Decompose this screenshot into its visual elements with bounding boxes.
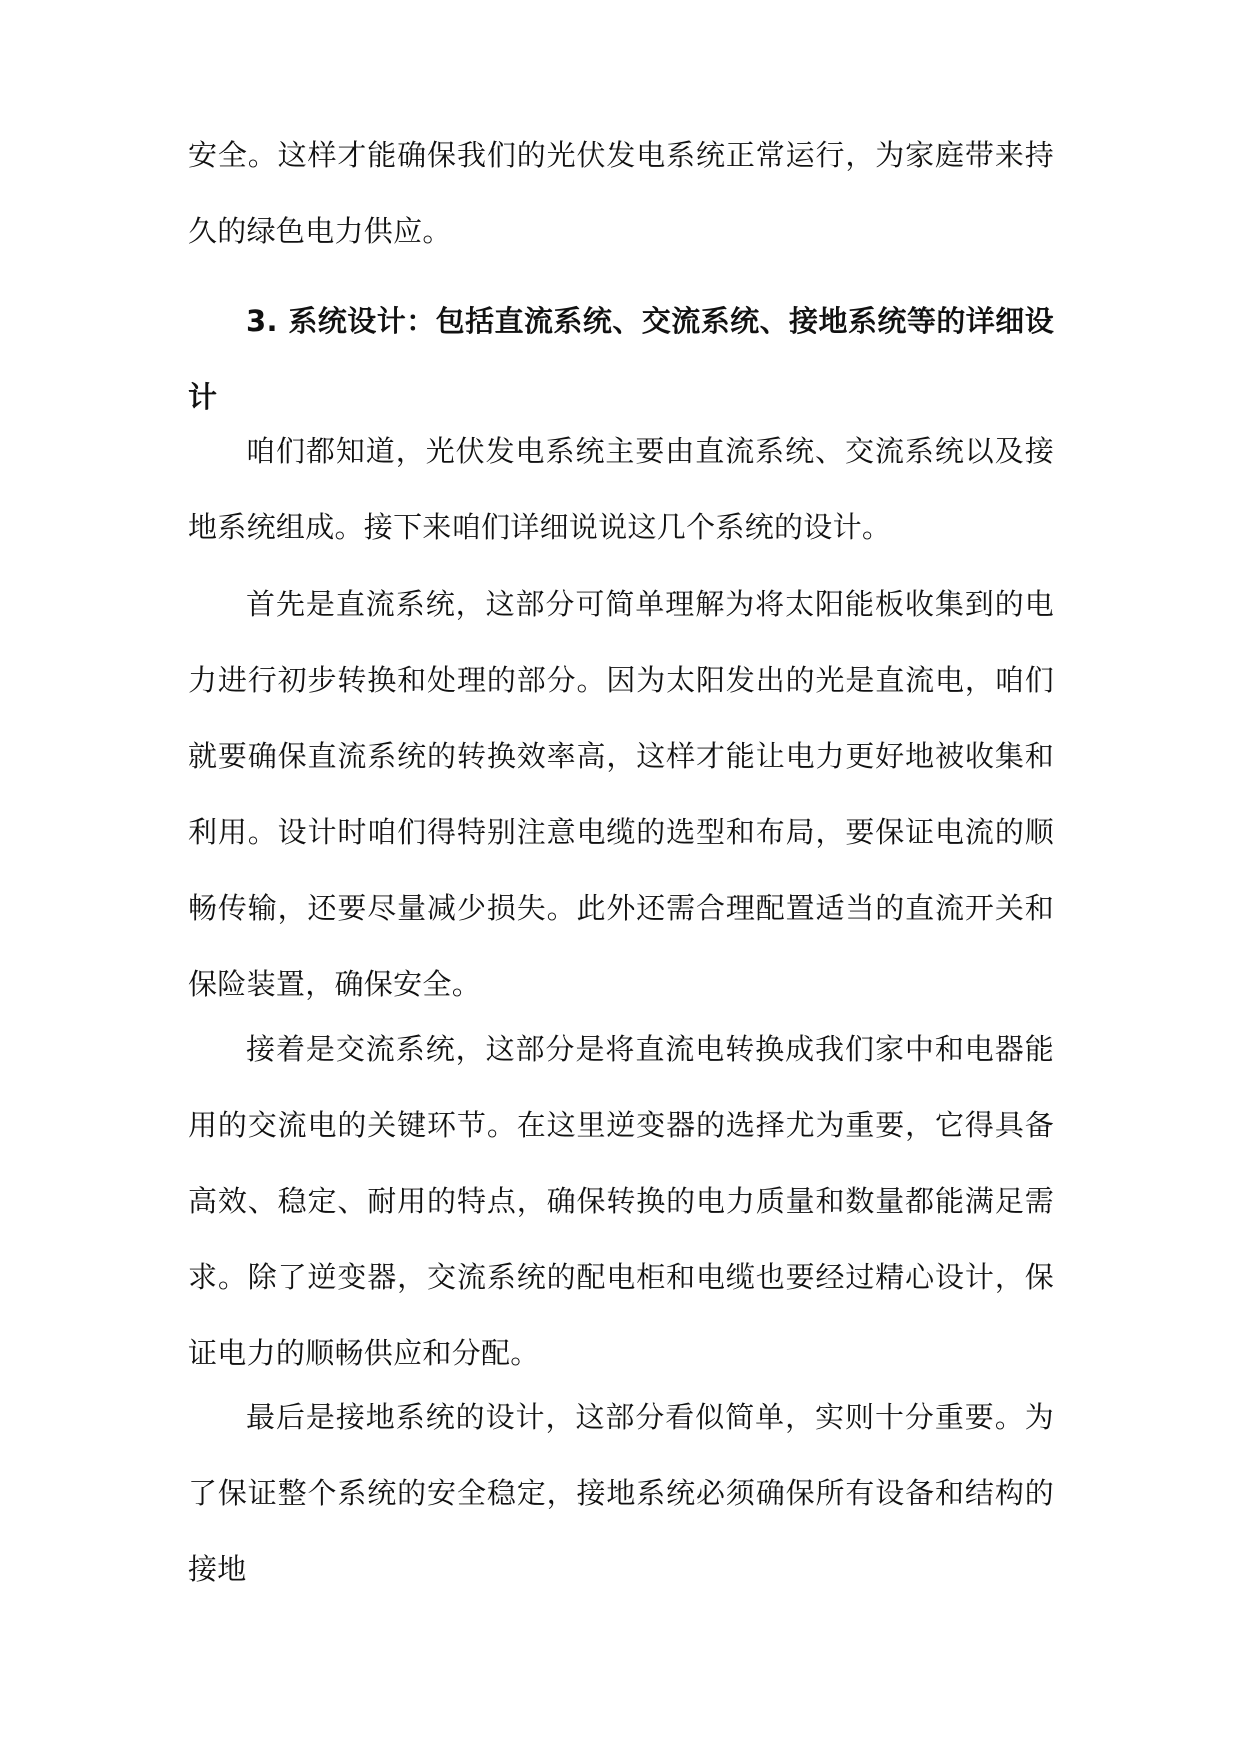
paragraph-grounding-system: 最后是接地系统的设计，这部分看似简单，实则十分重要。为了保证整个系统的安全稳定，接地系统必须确保所有设备和结构的接地 (188, 1400, 1054, 1586)
paragraph-ac-system: 接着是交流系统，这部分是将直流电转换成我们家中和电器能用的交流电的关键环节。在这里逆变器的选择尤为重要，它得具备高效、稳定、耐用的特点，确保转换的电力质量和数量都能满足需求。除了逆变器，交流系统的配电柜和电缆也要经过精心设计，保证电力的顺畅供应和分配。 (188, 1032, 1054, 1370)
paragraph-dc-system: 首先是直流系统，这部分可简单理解为将太阳能板收集到的电力进行初步转换和处理的部分。因为太阳发出的光是直流电，咱们就要确保直流系统的转换效率高，这样才能让电力更好地被收集和利用。设计时咱们得特别注意电缆的选型和布局，要保证电流的顺畅传输，还要尽量减少损失。此外还需合理配置适当的直流开关和保险装置，确保安全。 (188, 587, 1054, 1001)
paragraph-continuation: 安全。这样才能确保我们的光伏发电系统正常运行，为家庭带来持久的绿色电力供应。 (188, 138, 1054, 248)
section-heading: 3. 系统设计：包括直流系统、交流系统、接地系统等的详细设计 (188, 304, 1054, 414)
paragraph-intro: 咱们都知道，光伏发电系统主要由直流系统、交流系统以及接地系统组成。接下来咱们详细说说这几个系统的设计。 (188, 434, 1054, 544)
